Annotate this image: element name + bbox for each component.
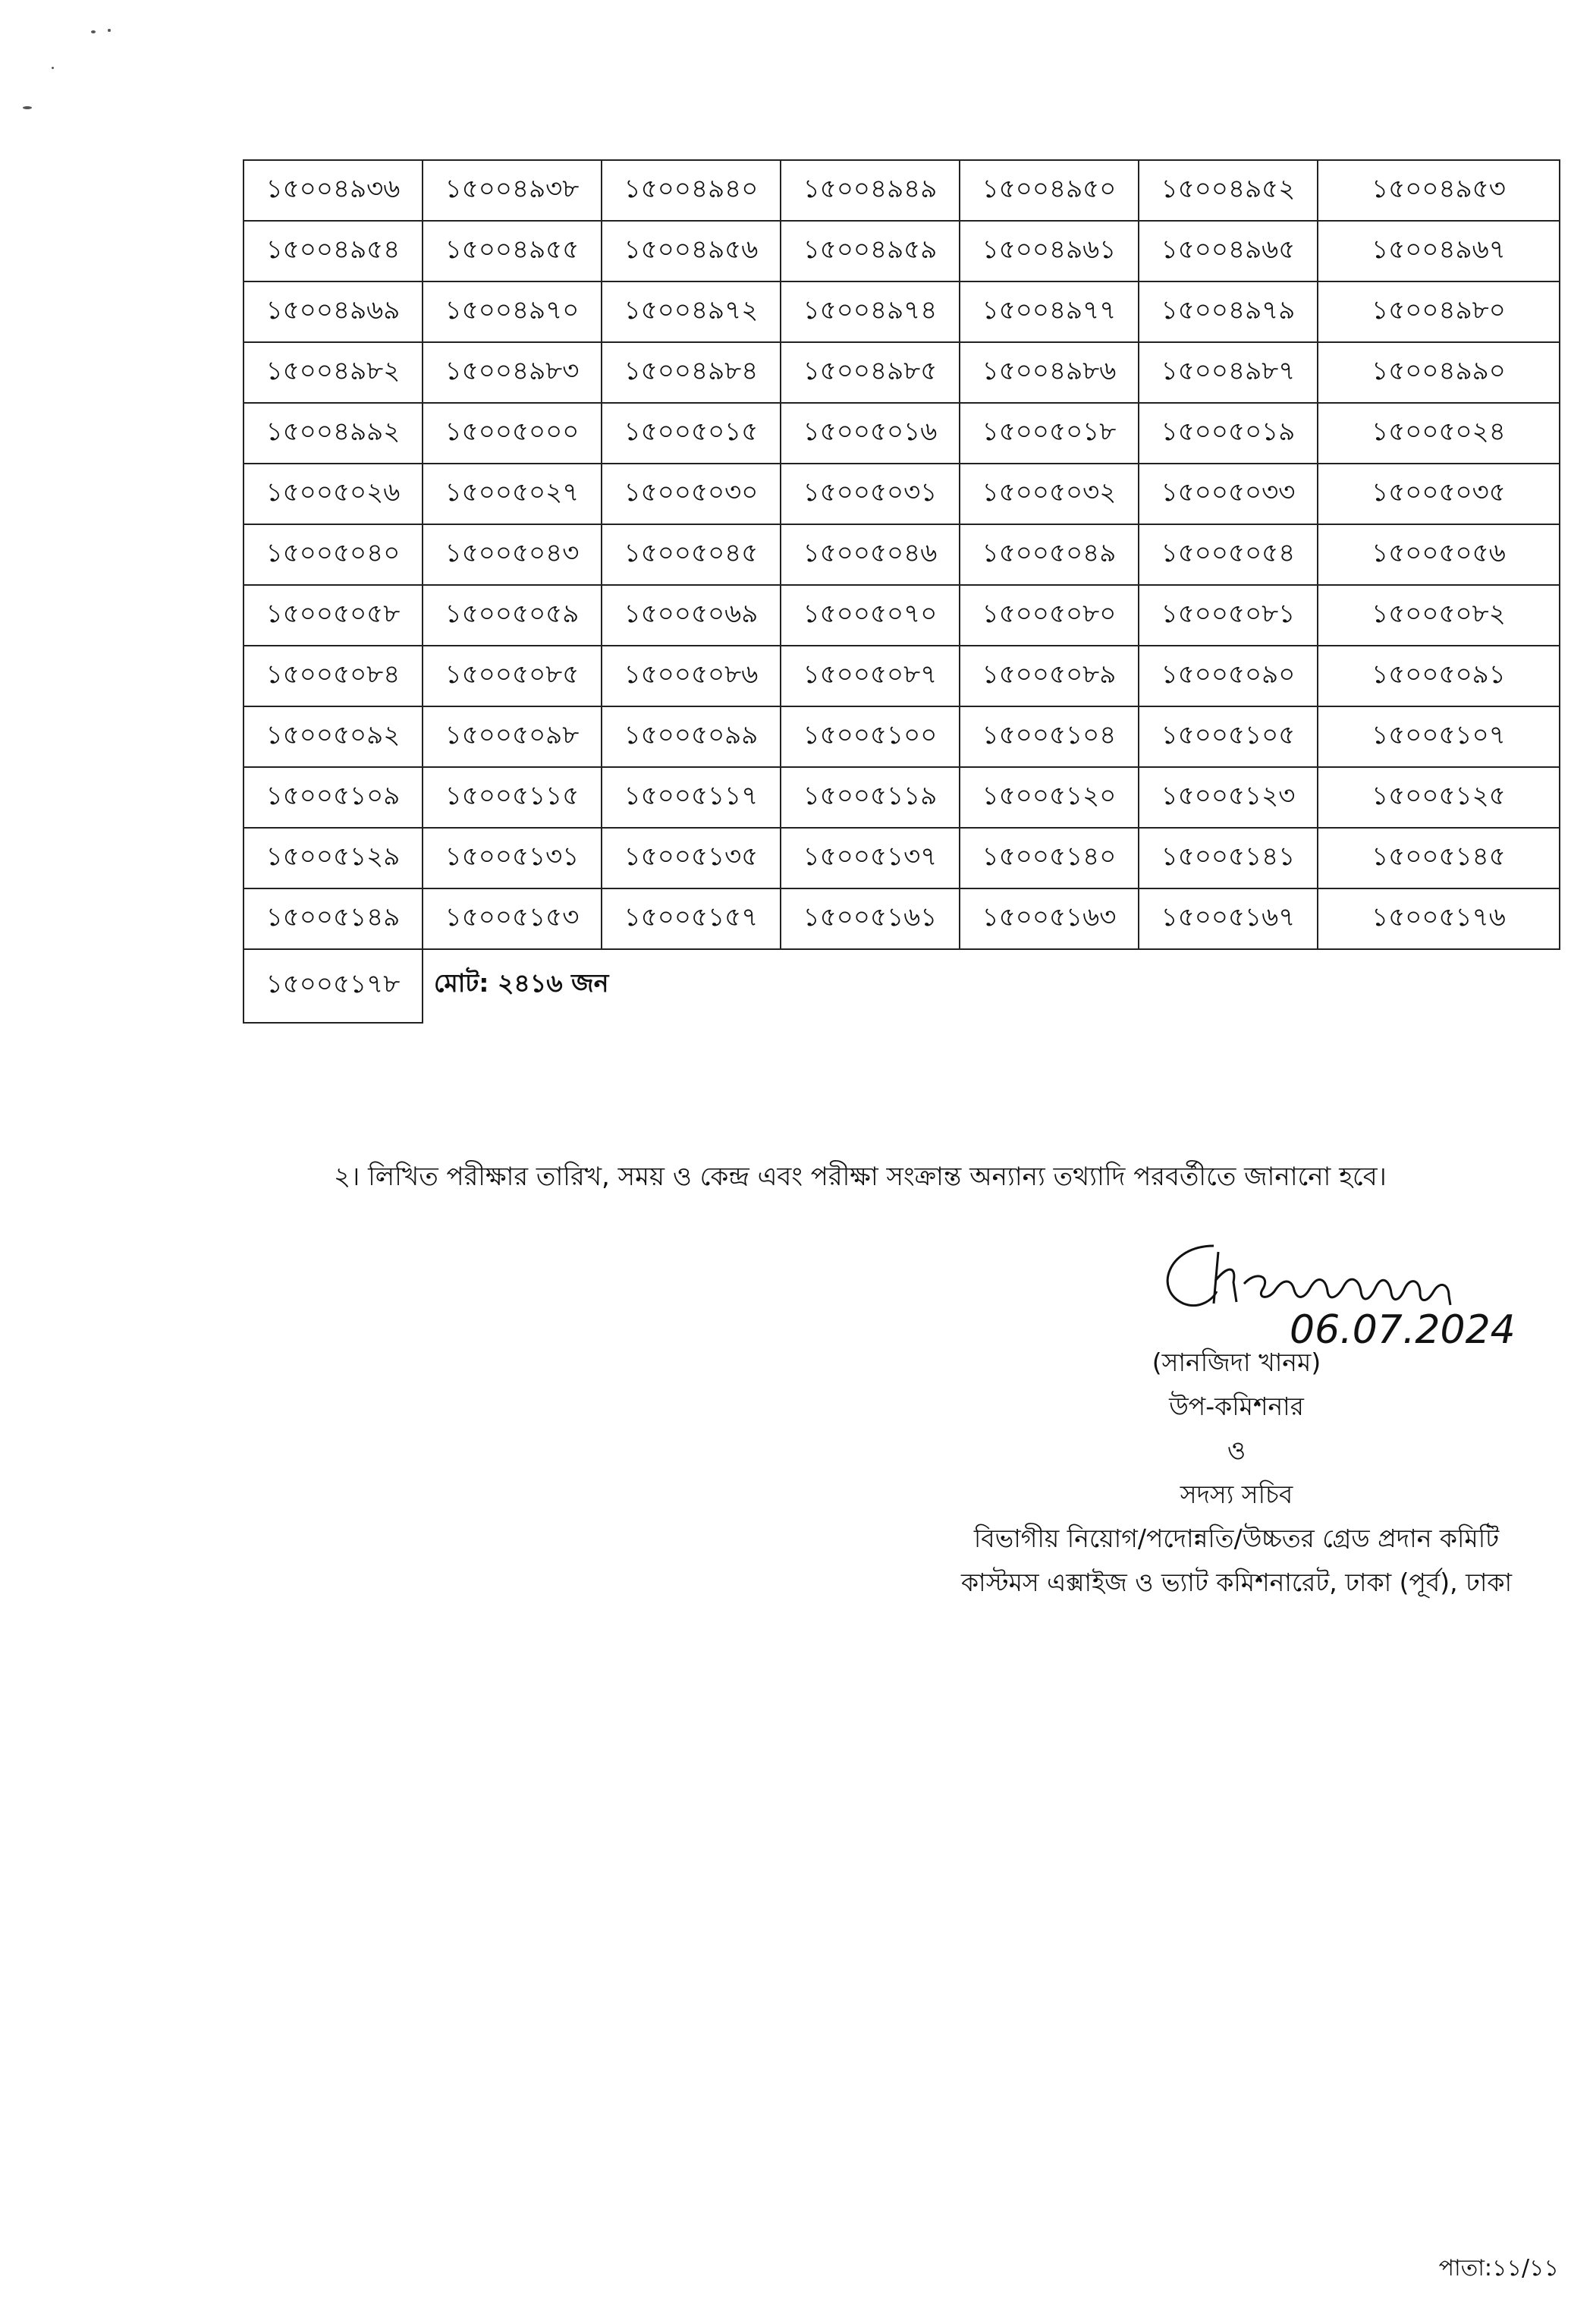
roll-number-table — [243, 159, 1560, 1024]
roll-number-cell: ১৫০০৪৯৭৪ — [781, 281, 960, 342]
exam-info-note: ২। লিখিত পরীক্ষার তারিখ, সময় ও কেন্দ্র এবং পরীক্ষা সংক্রান্ত অন্যান্য তথ্যাদি পরবর্তীতে জানানো হবে। — [334, 1162, 1387, 1192]
roll-number-cell: ১৫০০৫১০৪ — [960, 706, 1139, 767]
roll-number-cell: ১৫০০৪৯৮৪ — [602, 342, 781, 403]
roll-number-cell: ১৫০০৫০৫৪ — [1139, 524, 1318, 585]
roll-number-cell: ১৫০০৪৯৭৭ — [960, 281, 1139, 342]
roll-number-cell: ১৫০০৫১২৩ — [1139, 767, 1318, 828]
roll-number-cell: ১৫০০৫০৯১ — [1318, 646, 1560, 706]
table-row — [244, 585, 1560, 646]
roll-number-cell: ১৫০০৫০৮৬ — [602, 646, 781, 706]
roll-number-cell: ১৫০০৫১৫৩ — [423, 888, 602, 949]
svg-text:06.07.2024: 06.07.2024 — [1290, 1307, 1516, 1351]
scan-speck — [91, 30, 96, 33]
roll-number-cell: ১৫০০৪৯৫৩ — [1318, 160, 1560, 221]
roll-number-cell: ১৫০০৫১২৯ — [244, 828, 423, 888]
roll-number-cell: ১৫০০৪৯৮৩ — [423, 342, 602, 403]
scan-speck — [52, 67, 54, 69]
roll-number-cell: ১৫০০৪৯৬৯ — [244, 281, 423, 342]
roll-number-cell: ১৫০০৫০৮৭ — [781, 646, 960, 706]
roll-number-cell: ১৫০০৫০২৬ — [244, 464, 423, 524]
roll-number-cell: ১৫০০৫১৫৭ — [602, 888, 781, 949]
roll-number-cell: ১৫০০৪৯৭৯ — [1139, 281, 1318, 342]
table-row — [244, 767, 1560, 828]
roll-number-cell: ১৫০০৫১০০ — [781, 706, 960, 767]
roll-number-cell: ১৫০০৪৯৭০ — [423, 281, 602, 342]
roll-number-cell: ১৫০০৫০৪০ — [244, 524, 423, 585]
table-row-last — [244, 949, 1560, 1023]
roll-number-cell: ১৫০০৫০৯৮ — [423, 706, 602, 767]
roll-number-cell: ১৫০০৫০১৮ — [960, 403, 1139, 464]
table-row — [244, 646, 1560, 706]
signatory-conjunction: ও — [1227, 1436, 1246, 1465]
roll-number-cell: ১৫০০৪৯৮৫ — [781, 342, 960, 403]
table-row — [244, 706, 1560, 767]
roll-number-cell: ১৫০০৫০১৬ — [781, 403, 960, 464]
roll-number-cell: ১৫০০৪৯৬১ — [960, 221, 1139, 281]
handwritten-signature — [1123, 1237, 1547, 1351]
roll-number-cell: ১৫০০৪৯৭২ — [602, 281, 781, 342]
roll-number-cell: ১৫০০৫১১৭ — [602, 767, 781, 828]
roll-number-cell: ১৫০০৪৯৫৬ — [602, 221, 781, 281]
roll-number-cell: ১৫০০৪৯৫৪ — [244, 221, 423, 281]
roll-number-cell: ১৫০০৫১৩৫ — [602, 828, 781, 888]
table-row — [244, 221, 1560, 281]
signatory-name: (সানজিদা খানম) — [1152, 1348, 1321, 1377]
roll-number-cell: ১৫০০৫১৪৯ — [244, 888, 423, 949]
table-row — [244, 888, 1560, 949]
scan-speck — [23, 106, 32, 109]
signatory-role: সদস্য সচিব — [1180, 1480, 1293, 1509]
roll-number-cell: ১৫০০৫০৬৯ — [602, 585, 781, 646]
table-row — [244, 524, 1560, 585]
roll-number-cell: ১৫০০৫০৮৯ — [960, 646, 1139, 706]
roll-number-cell: ১৫০০৪৯৩৬ — [244, 160, 423, 221]
roll-number-cell: ১৫০০৪৯৬৭ — [1318, 221, 1560, 281]
roll-number-cell: ১৫০০৫০৮১ — [1139, 585, 1318, 646]
total-count: মোট: ২৪১৬ জন — [434, 968, 609, 998]
table-row — [244, 342, 1560, 403]
page-number: পাতা:১১/১১ — [1438, 2255, 1559, 2282]
roll-number-cell: ১৫০০৫১৬৭ — [1139, 888, 1318, 949]
roll-number-cell: ১৫০০৪৯৬৫ — [1139, 221, 1318, 281]
roll-number-cell: ১৫০০৪৯৩৮ — [423, 160, 602, 221]
roll-number-cell: ১৫০০৪৯৯০ — [1318, 342, 1560, 403]
signature-block — [933, 1237, 1540, 1859]
roll-number-cell: ১৫০০৫০৪৩ — [423, 524, 602, 585]
signatory-office: কাস্টমস এক্সাইজ ও ভ্যাট কমিশনারেট, ঢাকা (পূর্ব), ঢাকা — [960, 1568, 1513, 1597]
roll-number-cell: ১৫০০৫০৭০ — [781, 585, 960, 646]
roll-number-cell: ১৫০০৫০৩৩ — [1139, 464, 1318, 524]
roll-number-cell: ১৫০০৫১৭৮ — [244, 949, 423, 1023]
roll-number-cell: ১৫০০৫১৪৫ — [1318, 828, 1560, 888]
roll-number-cell: ১৫০০৫১২০ — [960, 767, 1139, 828]
roll-number-cell: ১৫০০৫১০৯ — [244, 767, 423, 828]
roll-number-cell: ১৫০০৫০৩০ — [602, 464, 781, 524]
roll-number-cell: ১৫০০৪৯৯২ — [244, 403, 423, 464]
roll-number-cell: ১৫০০৪৯৫৯ — [781, 221, 960, 281]
signatory-committee: বিভাগীয় নিয়োগ/পদোন্নতি/উচ্চতর গ্রেড প্রদান কমিটি — [973, 1524, 1500, 1553]
roll-number-cell: ১৫০০৪৯৮৬ — [960, 342, 1139, 403]
roll-number-cell: ১৫০০৫০৫৬ — [1318, 524, 1560, 585]
roll-number-cell: ১৫০০৪৯৫৫ — [423, 221, 602, 281]
table-row — [244, 281, 1560, 342]
roll-number-cell: ১৫০০৫০১৯ — [1139, 403, 1318, 464]
roll-number-cell: ১৫০০৫০৫৯ — [423, 585, 602, 646]
roll-number-cell: ১৫০০৫১১৫ — [423, 767, 602, 828]
roll-number-cell: ১৫০০৫০৯৯ — [602, 706, 781, 767]
roll-number-cell: ১৫০০৫০৩৫ — [1318, 464, 1560, 524]
roll-number-cell: ১৫০০৪৯৮৭ — [1139, 342, 1318, 403]
table-row — [244, 403, 1560, 464]
roll-number-cell: ১৫০০৫০৯২ — [244, 706, 423, 767]
roll-number-cell: ১৫০০৫০০০ — [423, 403, 602, 464]
table-row — [244, 160, 1560, 221]
roll-number-cell: ১৫০০৫০২৪ — [1318, 403, 1560, 464]
roll-number-cell: ১৫০০৪৯৪০ — [602, 160, 781, 221]
signatory-designation: উপ-কমিশনার — [1169, 1392, 1304, 1421]
roll-number-cell: ১৫০০৪৯৮২ — [244, 342, 423, 403]
table-row — [244, 828, 1560, 888]
roll-number-cell: ১৫০০৫১৩৭ — [781, 828, 960, 888]
roll-number-cell: ১৫০০৫০৮৪ — [244, 646, 423, 706]
roll-number-cell: ১৫০০৫০৩২ — [960, 464, 1139, 524]
roll-number-cell: ১৫০০৫১১৯ — [781, 767, 960, 828]
roll-number-cell: ১৫০০৫১২৫ — [1318, 767, 1560, 828]
roll-number-cell: ১৫০০৫০৮৫ — [423, 646, 602, 706]
roll-number-cell: ১৫০০৫০৫৮ — [244, 585, 423, 646]
table-row — [244, 464, 1560, 524]
roll-number-cell: ১৫০০৫১৪০ — [960, 828, 1139, 888]
roll-number-cell: ১৫০০৫১০৭ — [1318, 706, 1560, 767]
scan-speck — [108, 29, 111, 32]
roll-number-cell: ১৫০০৫০৩১ — [781, 464, 960, 524]
roll-number-table-body — [244, 160, 1560, 1023]
roll-number-cell: ১৫০০৫০৯০ — [1139, 646, 1318, 706]
roll-number-cell: ১৫০০৪৯৫০ — [960, 160, 1139, 221]
roll-number-cell: ১৫০০৫০৪৬ — [781, 524, 960, 585]
roll-number-cell: ১৫০০৫০১৫ — [602, 403, 781, 464]
roll-number-cell: ১৫০০৫০৪৯ — [960, 524, 1139, 585]
roll-number-cell: ১৫০০৫১৬৩ — [960, 888, 1139, 949]
roll-number-cell: ১৫০০৫১৬১ — [781, 888, 960, 949]
roll-number-cell: ১৫০০৫১০৫ — [1139, 706, 1318, 767]
roll-number-cell: ১৫০০৫১৪১ — [1139, 828, 1318, 888]
roll-number-cell: ১৫০০৫১৭৬ — [1318, 888, 1560, 949]
roll-number-cell: ১৫০০৪৯৫২ — [1139, 160, 1318, 221]
roll-number-cell: ১৫০০৫০৮০ — [960, 585, 1139, 646]
roll-number-cell: ১৫০০৫১৩১ — [423, 828, 602, 888]
roll-number-cell: ১৫০০৫০২৭ — [423, 464, 602, 524]
roll-number-cell: ১৫০০৫০৪৫ — [602, 524, 781, 585]
roll-number-cell: ১৫০০৪৯৪৯ — [781, 160, 960, 221]
roll-number-cell: ১৫০০৫০৮২ — [1318, 585, 1560, 646]
roll-number-cell: ১৫০০৪৯৮০ — [1318, 281, 1560, 342]
